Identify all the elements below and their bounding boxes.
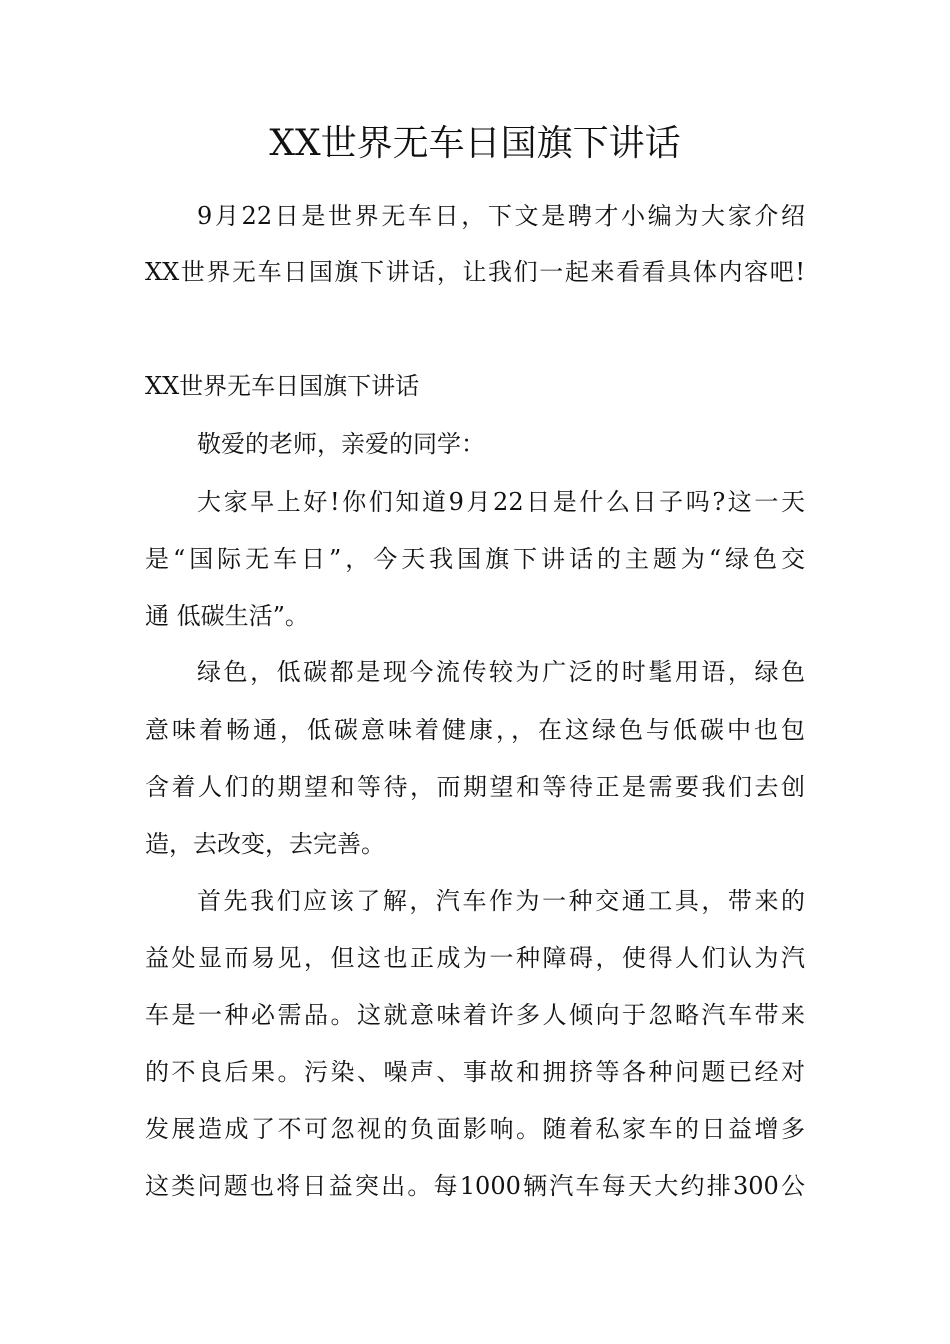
paragraph-line: 这类问题也将日益突出。每1000辆汽车每天大约排300公 [145, 1172, 805, 1200]
paragraph-line: 含着人们的期望和等待，而期望和等待正是需要我们去创 [145, 773, 805, 801]
paragraph-line: 是“国际无车日”，今天我国旗下讲话的主题为“绿色交 [145, 545, 805, 573]
paragraph-line: 首先我们应该了解，汽车作为一种交通工具，带来的 [197, 887, 805, 915]
paragraph-line: 益处显而易见，但这也正成为一种障碍，使得人们认为汽 [145, 944, 805, 972]
paragraph-line: XX世界无车日国旗下讲话，让我们一起来看看具体内容吧! [145, 258, 805, 286]
paragraph-line: 的不良后果。污染、噪声、事故和拥挤等各种问题已经对 [145, 1058, 805, 1086]
paragraph-line: 造，去改变，去完善。 [145, 830, 385, 858]
paragraph-line: 大家早上好!你们知道9月22日是什么日子吗?这一天 [197, 488, 805, 516]
section-heading: XX世界无车日国旗下讲话 [145, 372, 420, 400]
paragraph-line: 绿色，低碳都是现今流传较为广泛的时髦用语，绿色 [197, 658, 805, 686]
salutation: 敬爱的老师，亲爱的同学： [197, 430, 485, 458]
paragraph-line: 通 低碳生活”。 [145, 602, 309, 630]
paragraph-line: 9月22日是世界无车日，下文是聘才小编为大家介绍 [197, 202, 805, 230]
paragraph-line: 发展造成了不可忽视的负面影响。随着私家车的日益增多 [145, 1115, 805, 1143]
paragraph-line: 意味着畅通，低碳意味着健康，，在这绿色与低碳中也包 [145, 716, 805, 744]
paragraph-line: 车是一种必需品。这就意味着许多人倾向于忽略汽车带来 [145, 1001, 805, 1029]
document-title: XX世界无车日国旗下讲话 [269, 123, 681, 164]
